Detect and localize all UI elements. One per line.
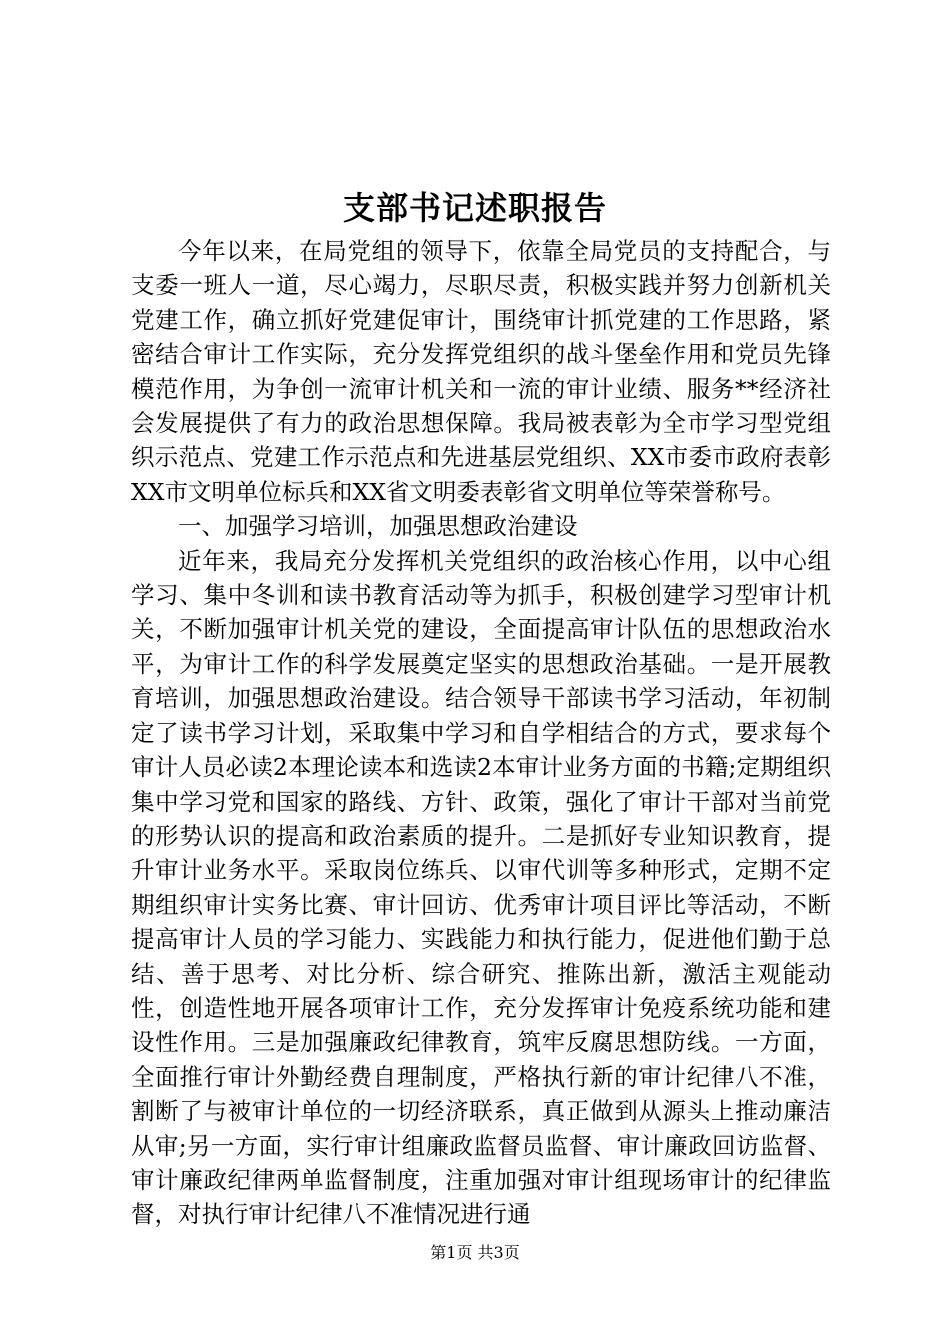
document-title: 支部书记述职报告 <box>342 189 607 227</box>
paragraph-intro: 今年以来，在局党组的领导下，依靠全局党员的支持配合，与支委一班人一道，尽心竭力，尽职尽责，积极实践并努力创新机关党建工作，确立抓好党建促审计，围绕审计抓党建的工作思路，紧密结合审计工作实际，充分发挥党组织的战斗堡垒作用和党员先锋模范作用，为争创一流审计机关和一流的审计业绩、服务**经济社会发展提供了有力的政治思想保障。我局被表彰为全市学习型党组织示范点、党建工作示范点和先进基层党组织、XX市委市政府表彰XX市文明单位标兵和XX省文明委表彰省文明单位等荣誉称号。 <box>131 237 831 506</box>
paragraph-section-1: 近年来，我局充分发挥机关党组织的政治核心作用，以中心组学习、集中冬训和读书教育活动等为抓手，积极创建学习型审计机关，不断加强审计机关党的建设，全面提高审计队伍的思想政治水平，为审计工作的科学发展奠定坚实的思想政治基础。一是开展教育培训，加强思想政治建设。结合领导干部读书学习活动，年初制定了读书学习计划，采取集中学习和自学相结合的方式，要求每个审计人员必读2本理论读本和选读2本审计业务方面的书籍;定期组织集中学习党和国家的路线、方针、政策，强化了审计干部对当前党的形势认识的提高和政治素质的提升。二是抓好专业知识教育，提升审计业务水平。采取岗位练兵、以审代训等多种形式，定期不定期组织审计实务比赛、审计回访、优秀审计项目评比等活动，不断提高审计人员的学习能力、实践能力和执行能力，促进他们勤于总结、善于思考、对比分析、综合研究、推陈出新，激活主观能动性，创造性地开展各项审计工作，充分发挥审计免疫系统功能和建设性作用。三是加强廉政纪律教育，筑牢反腐思想防线。一方面，全面推行审计外勤经费自理制度，严格执行新的审计纪律八不准，割断了与被审计单位的一切经济联系，真正做到从源头上推动廉洁从审;另一方面，实行审计组廉政监督员监督、审计廉政回访监督、审计廉政纪律两单监督制度，注重加强对审计组现场审计的纪律监督，对执行审计纪律八不准情况进行通 <box>131 546 831 1229</box>
page-number-footer: 第1页 共3页 <box>430 1243 520 1262</box>
document-body <box>131 234 831 1232</box>
section-heading-1: 一、加强学习培训，加强思想政治建设 <box>178 512 578 541</box>
